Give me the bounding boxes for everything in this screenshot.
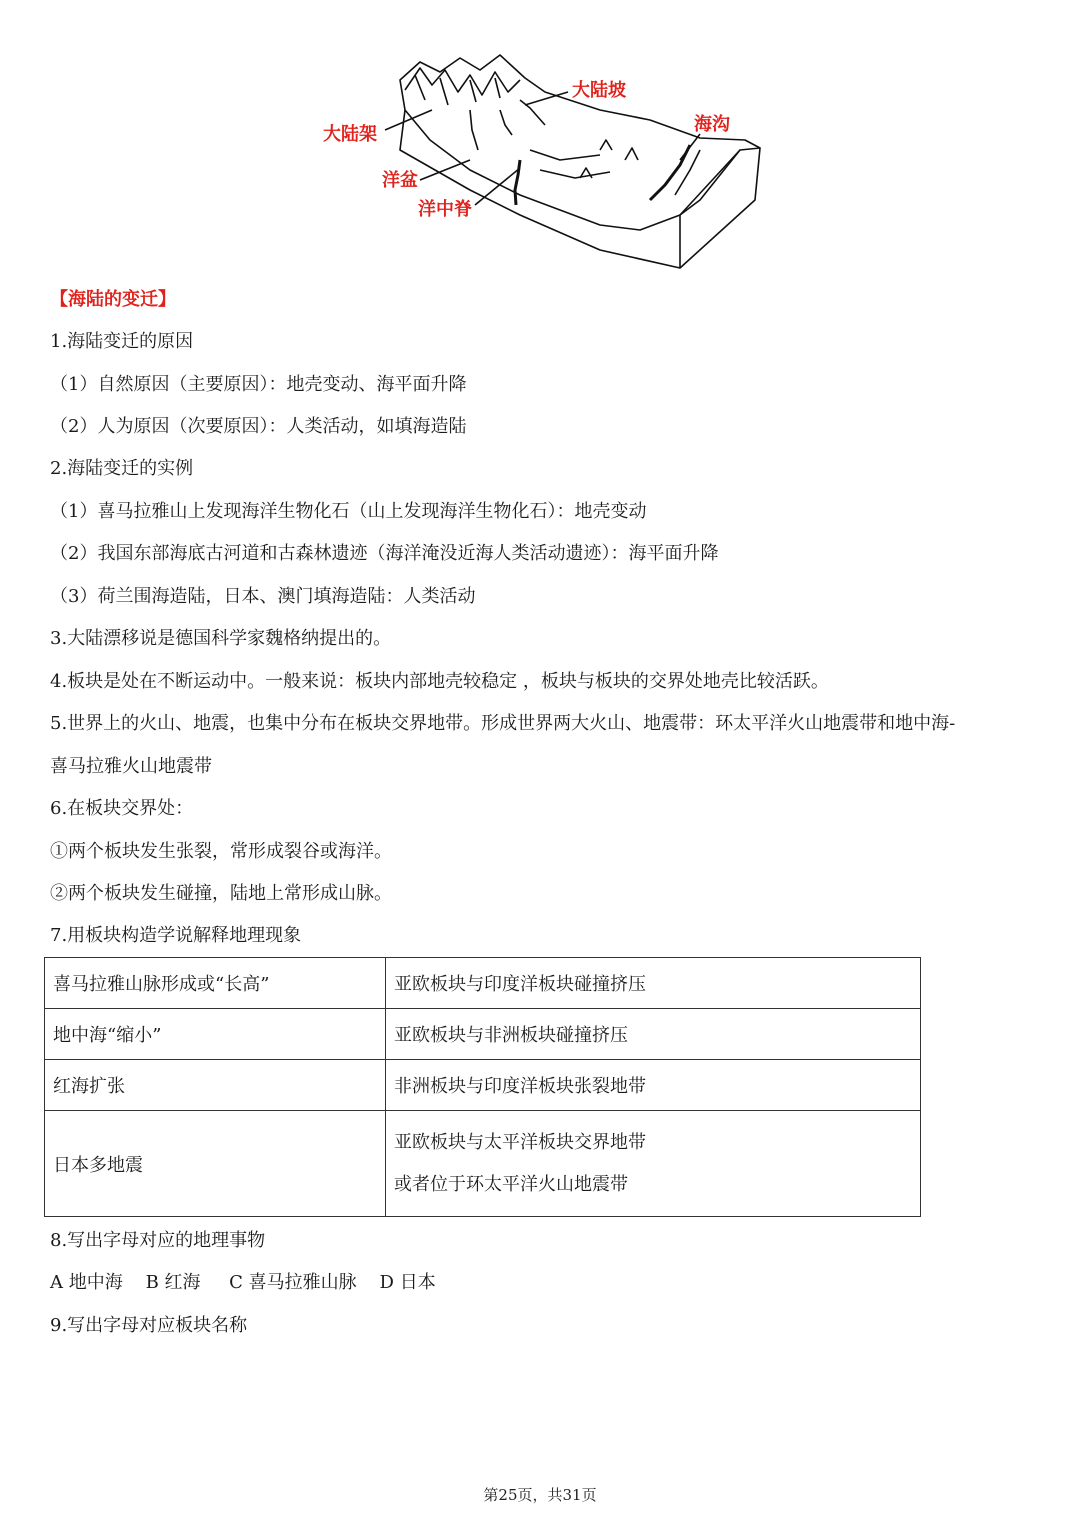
page-number: 第25页，共31页 — [483, 1486, 597, 1504]
table-row — [45, 958, 921, 1009]
point-6: 6.在板块交界处： — [50, 798, 194, 819]
item-2-2: （2）我国东部海底古河道和古森林遗迹（海洋淹没近海人类活动遗迹）：海平面升降 — [50, 543, 719, 564]
label-continental-shelf: 大陆架 — [323, 124, 377, 144]
table-row — [45, 1060, 921, 1111]
point-8: 8.写出字母对应的地理事物 — [50, 1230, 266, 1251]
mountains — [405, 68, 520, 95]
label-mid-ocean-ridge: 洋中脊 — [418, 199, 472, 219]
point-9: 9.写出字母对应板块名称 — [50, 1315, 248, 1336]
point-5-line1: 5.世界上的火山、地震，也集中分布在板块交界地带。形成世界两大火山、地震带：环太平洋火山地震带和地中海- — [50, 713, 956, 734]
heading-1: 1.海陆变迁的原因 — [50, 331, 194, 352]
table-cell-phenomenon: 地中海“缩小” — [45, 1009, 386, 1060]
point-3: 3.大陆漂移说是德国科学家魏格纳提出的。 — [50, 628, 392, 649]
plate-tectonics-table — [44, 957, 921, 1217]
table-row — [45, 1009, 921, 1060]
item-1-1: （1）自然原因（主要原因）：地壳变动、海平面升降 — [50, 374, 467, 395]
point-5-line2: 喜马拉雅火山地震带 — [50, 756, 212, 777]
item-2-1: （1）喜马拉雅山上发现海洋生物化石（山上发现海洋生物化石）：地壳变动 — [50, 501, 647, 522]
section-title: 【海陆的变迁】 — [50, 289, 176, 310]
label-continental-slope: 大陆坡 — [572, 80, 626, 100]
heading-2: 2.海陆变迁的实例 — [50, 458, 194, 479]
point-7: 7.用板块构造学说解释地理现象 — [50, 925, 302, 946]
table-cell-phenomenon: 红海扩张 — [45, 1060, 386, 1111]
explanation-line: 或者位于环太平洋火山地震带 — [394, 1173, 628, 1195]
table-cell-explanation: 非洲板块与印度洋板块张裂地带 — [386, 1060, 921, 1111]
point-6-b: ②两个板块发生碰撞，陆地上常形成山脉。 — [50, 883, 392, 904]
table-cell-phenomenon: 喜马拉雅山脉形成或“长高” — [45, 958, 386, 1009]
label-ocean-basin: 洋盆 — [382, 170, 418, 190]
item-2-3: （3）荷兰围海造陆，日本、澳门填海造陆：人类活动 — [50, 586, 476, 607]
label-trench: 海沟 — [694, 114, 730, 134]
item-1-2: （2）人为原因（次要原因）：人类活动，如填海造陆 — [50, 416, 467, 437]
point-4: 4.板块是处在不断运动中。一般来说：板块内部地壳较稳定 ，板块与板块的交界处地壳比较活跃。 — [50, 671, 829, 692]
trench-groove — [650, 145, 690, 200]
point-6-a: ①两个板块发生张裂，常形成裂谷或海洋。 — [50, 841, 392, 862]
table-cell-phenomenon: 日本多地震 — [45, 1111, 386, 1217]
point-8-answers: A 地中海 B 红海 C 喜马拉雅山脉 D 日本 — [50, 1272, 436, 1293]
table-cell-explanation: 亚欧板块与印度洋板块碰撞挤压 — [386, 958, 921, 1009]
ridge-rift — [515, 160, 520, 205]
ocean-floor-diagram — [0, 0, 1080, 280]
table-cell-explanation: 亚欧板块与非洲板块碰撞挤压 — [386, 1009, 921, 1060]
explanation-line: 亚欧板块与太平洋板块交界地带 — [394, 1131, 646, 1153]
table-cell-explanation — [386, 1111, 921, 1217]
block-front-face — [400, 110, 680, 268]
table-row — [45, 1111, 921, 1217]
